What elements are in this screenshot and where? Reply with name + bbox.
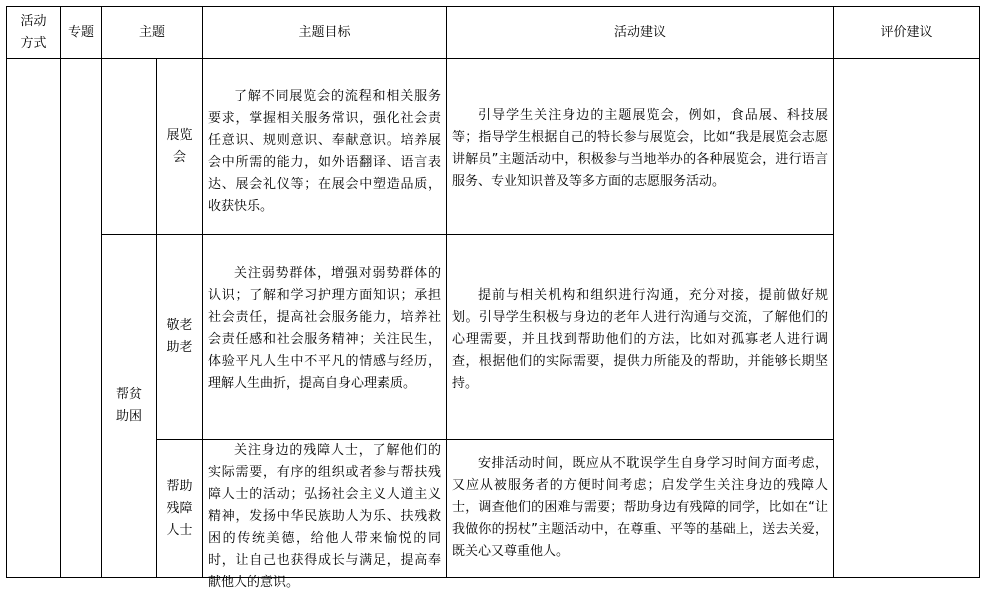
row-disabled-goal-text: 关注身边的残障人士，了解他们的实际需要，有序的组织或者参与帮扶残障人士的活动；弘扬社会主义人道主义精神，发扬中华民族助人为乐、扶残救困的传统美德，给他人带来愉悦的同时，让自己也获得成长与满足，提高奉献他人的意识。: [208, 443, 441, 590]
topic-cell: [60, 58, 102, 578]
header-evaluation-suggestion-label: 评价建议: [880, 24, 933, 40]
category-label: 帮贫助困: [115, 387, 142, 424]
category-cell: [101, 234, 157, 578]
row-exhibition-theme-label: 展览会: [166, 127, 193, 165]
row-disabled-theme-label: 帮助残障人士: [166, 478, 193, 538]
row-elderly-suggestion-text: 提前与相关机构和组织进行沟通，充分对接，提前做好规划。引导学生积极与身边的老年人进行沟通与交流，了解他们的心理需要，并且找到帮助他们的方法，比如对孤寡老人进行调查，根据他们的实际需要，提供力所能及的帮助，并能够长期坚持。: [452, 288, 828, 391]
header-activity-suggestion: [446, 6, 834, 59]
row-elderly-goal: [202, 234, 447, 440]
header-theme-goal: [202, 6, 447, 59]
category-cell-empty: [101, 58, 157, 235]
header-activity-suggestion-label: 活动建议: [613, 24, 666, 40]
row-exhibition-theme: [156, 58, 203, 235]
activity-mode-cell: [6, 58, 61, 578]
row-elderly-theme-label: 敬老助老: [166, 318, 193, 355]
evaluation-cell: [833, 58, 980, 578]
header-topic-label: 专题: [67, 24, 94, 40]
row-exhibition-suggestion: [446, 58, 834, 235]
row-disabled-goal: [202, 439, 447, 590]
row-disabled-suggestion: [446, 439, 834, 578]
header-theme-label: 主题: [138, 24, 165, 40]
row-elderly-goal-text: 关注弱势群体，增强对弱势群体的认识；了解和学习护理方面知识；承担社会责任，提高社会服务能力，培养社会责任感和社会服务精神；关注民生，体验平凡人生中不平凡的情感与经历，理解人生曲折，提高自身心理素质。: [208, 266, 441, 391]
row-exhibition-goal-text: 了解不同展览会的流程和相关服务要求，掌握相关服务常识，强化社会责任意识、规则意识、奉献意识。培养展会中所需的能力，如外语翻译、语言表达、展会礼仪等；在展会中塑造品质，收获快乐。: [208, 89, 441, 214]
header-evaluation-suggestion: [833, 6, 980, 59]
row-disabled-suggestion-text: 安排活动时间，既应从不耽误学生自身学习时间方面考虑，又应从被服务者的方便时间考虑；启发学生关注身边的残障人士，调查他们的困难与需要；帮助身边有残障的同学，比如在“让我做你的拐杖”主题活动中，在尊重、平等的基础上，送去关爱，既关心又尊重他人。: [452, 456, 828, 559]
row-elderly-suggestion: [446, 234, 834, 440]
header-theme-goal-label: 主题目标: [298, 24, 351, 40]
row-disabled-theme: [156, 439, 203, 578]
header-theme: [101, 6, 203, 59]
row-exhibition-suggestion-text: 引导学生关注身边的主题展览会，例如，食品展、科技展等；指导学生根据自己的特长参与展览会，比如“我是展览会志愿讲解员”主题活动中，积极参与当地举办的各种展览会，进行语言服务、专业知识普及等多方面的志愿服务活动。: [452, 108, 828, 189]
header-activity-mode-label: 活动方式: [20, 13, 47, 51]
curriculum-table: [6, 6, 980, 590]
row-elderly-theme: [156, 234, 203, 440]
header-topic: [60, 6, 102, 59]
row-exhibition-goal: [202, 58, 447, 235]
header-activity-mode: [6, 6, 61, 59]
